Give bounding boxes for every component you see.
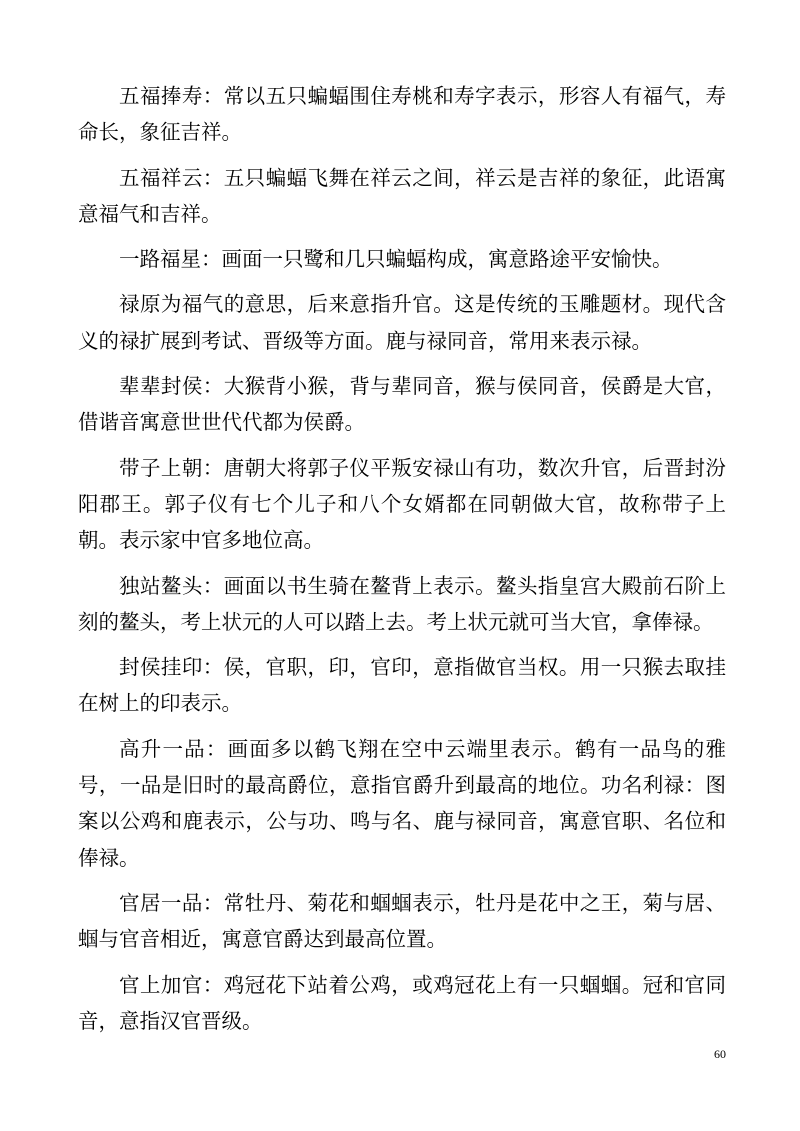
paragraph-guanshang-jiaguan: 官上加官：鸡冠花下站着公鸡，或鸡冠花上有一只蝈蝈。冠和官同音，意指汉官晋级。	[78, 972, 726, 1033]
paragraph-duzhan-aotou: 独站鳌头：画面以书生骑在鳌背上表示。鳌头指皇宫大殿前石阶上刻的鳌头，考上状元的人可以踏上去。考上状元就可当大官，拿俸禄。	[78, 573, 726, 634]
paragraph-wufu-pengshou: 五福捧寿：常以五只蝙蝠围住寿桃和寿字表示，形容人有福气，寿命长，象征吉祥。	[78, 84, 726, 145]
page-body	[78, 78, 726, 1048]
paragraph-fenghou-guayin: 封侯挂印：侯，官职，印，官印，意指做官当权。用一只猴去取挂在树上的印表示。	[78, 655, 726, 716]
paragraph-lu-meaning: 禄原为福气的意思，后来意指升官。这是传统的玉雕题材。现代含义的禄扩展到考试、晋级等方面。鹿与禄同音，常用来表示禄。	[78, 292, 726, 353]
paragraph-beibei-fenghou: 辈辈封侯：大猴背小猴，背与辈同音，猴与侯同音，侯爵是大官，借谐音寓意世世代代都为侯爵。	[78, 374, 726, 435]
paragraph-daizi-shangchao: 带子上朝：唐朝大将郭子仪平叛安禄山有功，数次升官，后晋封汾阳郡王。郭子仪有七个儿子和八个女婿都在同朝做大官，故称带子上朝。表示家中官多地位高。	[78, 455, 726, 553]
paragraph-wufu-xiangyun: 五福祥云：五只蝙蝠飞舞在祥云之间，祥云是吉祥的象征，此语寓意福气和吉祥。	[78, 165, 726, 226]
paragraph-gaosheng-yipin: 高升一品：画面多以鹤飞翔在空中云端里表示。鹤有一品鸟的雅号，一品是旧时的最高爵位，意指官爵升到最高的地位。功名利禄：图案以公鸡和鹿表示，公与功、鸣与名、鹿与禄同音，寓意官职、名位和俸禄。	[78, 736, 726, 870]
paragraph-guanju-yipin: 官居一品：常牡丹、菊花和蝈蝈表示，牡丹是花中之王，菊与居、蝈与官音相近，寓意官爵达到最高位置。	[78, 890, 726, 952]
paragraph-yilu-fuxing: 一路福星：画面一只鹭和几只蝙蝠构成，寓意路途平安愉快。	[119, 247, 673, 272]
page-number: 60	[714, 1047, 726, 1061]
